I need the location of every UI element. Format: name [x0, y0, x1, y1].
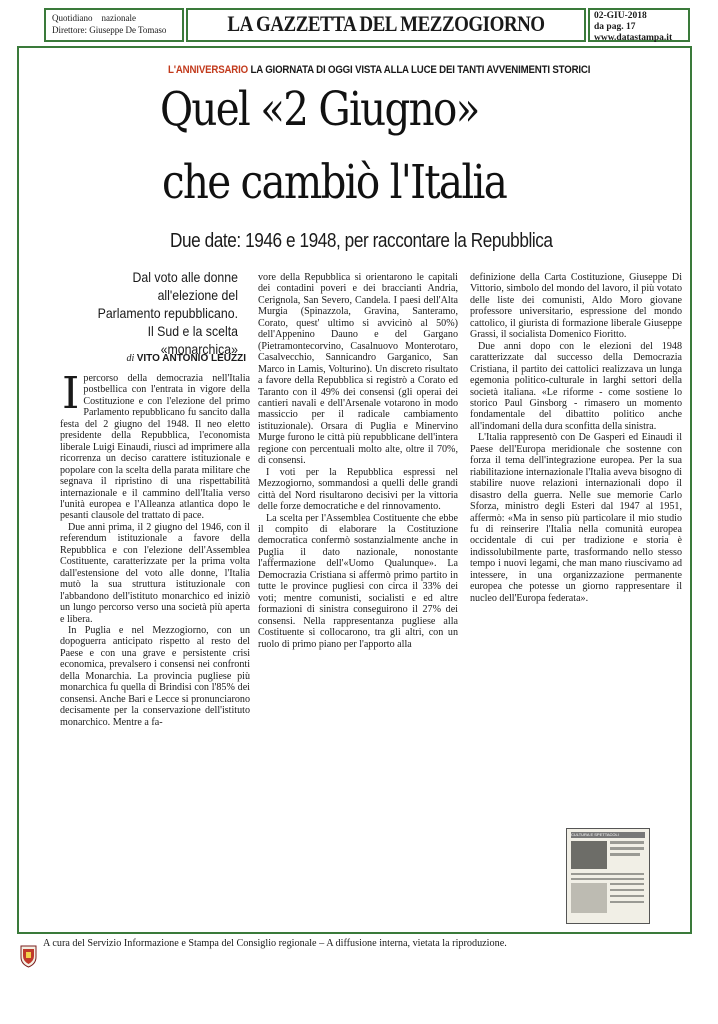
thumbnail-text-block — [610, 883, 644, 885]
paragraph: definizione della Carta Costituzione, Giuseppe Di Vittorio, simbolo del mondo del lavoro, il più votato delle liste dei comunisti, Aldo Moro giovane professore universitario, espressione del mondo cattolico, il giurista di formazione liberale Giuseppe Grassi, il socialista Domenico Fioritto. — [470, 272, 682, 341]
byline-prefix: di — [126, 353, 135, 364]
subheadline: Due date: 1946 e 1948, per raccontare la Repubblica — [170, 230, 553, 252]
paragraph: In Puglia e nel Mezzogiorno, con un dopoguerra anticipato rispetto al resto del Paese e con una grave e persistente crisi economica, prevalsero i consensi nei confronti della Monarchia. La provincia pugliese più monarchica fu quella di Brindisi con l'85% dei consensi. Anche Bari e Lecce si pronunciarono decisamente per la conservazione dell'istituto monarchico. Mentre a fa- — [60, 624, 250, 728]
article-column-2 — [258, 272, 458, 839]
thumbnail-text-block — [610, 895, 644, 897]
headline-line-1: Quel «2 Giugno» — [160, 82, 479, 137]
paragraph: vore della Repubblica si orientarono le capitali dei contadini poveri e dei braccianti Andria, Cerignola, San Severo, Candela. I paesi dell'Alta Murgia (Spinazzola, Gravina, Santeramo, Corato, quest' ultimo si avvicinò al 50%) dell'Appenino Dauno e del Gargano (Pietramontecorvino, Casalnuovo Monterotaro, Casalvecchio, Sannicandro Garganico, San Marco in Lamis, Volturino). Un discreto risultato a favore della Repubblica si registrò a Corato ed Taranto con il 49% dei consensi (gli operai dei cantieri navali e dell'Arsenale votarono in modo massiccio per il radicale cambiamento istituzionale). Orsara di Puglia e Minervino Murge furono le città più repubblicane dell'intera regione con percentuali molto alte, oltre il 70%, di consensi. — [258, 272, 458, 467]
thumbnail-text-block — [571, 873, 644, 875]
article-column-1 — [60, 373, 250, 835]
kicker-label: L'ANNIVERSARIO — [168, 64, 248, 76]
drop-cap: I — [62, 373, 80, 419]
thumbnail-text-block — [610, 889, 644, 891]
article-column-3 — [470, 272, 682, 754]
thumbnail-text-block — [571, 878, 644, 880]
byline — [60, 353, 246, 364]
deck: Dal voto alle donne all'elezione del Parlamento repubblicano. Il Sud e la scelta «monarchica» — [97, 269, 238, 357]
header-info-box — [44, 8, 184, 42]
paragraph: L'Italia rappresentò con De Gasperi ed Einaudi il Paese dell'Europa meridionale che sostenne con forza il tema dell'integrazione europea. Per la sua riabilitazione internazionale l'Italia aveva bisogno di stabilire nuove relazioni internazionali dopo il disastro della guerra. Nelle sue memorie Carlo Sforza, ministro degli Esteri dal 1947 al 1951, affermò: «Ma in senso più particolare il mio studio fu di reinserire l'Italia nella comunità europea occidentale di cui per tradizione e storia è indissolubilmente parte, trasformando nello stesso tempo i nuovi legami, che man mano riuscivamo ad intessere, in una organizzazione permanente europea che potesse un giorno rappresentare il nucleo dell'Europa federata». — [470, 432, 682, 604]
thumbnail-image — [571, 841, 607, 869]
footer — [20, 938, 680, 972]
thumbnail-text-block — [610, 841, 644, 844]
page-ref: da pag. 17 — [594, 22, 636, 32]
page-thumbnail[interactable] — [566, 828, 650, 924]
paragraph: I voti per la Repubblica espressi nel Mezzogiorno, sommandosi a quelli delle grandi città del Nord risultarono decisivi per la vittoria delle forze democratiche e del rinnovamento. — [258, 466, 458, 513]
source-url[interactable]: www.datastampa.it — [594, 33, 673, 43]
byline-author: VITO ANTONIO LEUZZI — [136, 353, 246, 364]
kicker — [168, 64, 590, 76]
thumbnail-text-block — [610, 901, 644, 903]
kicker-text: LA GIORNATA DI OGGI VISTA ALLA LUCE DEI TANTI AVVENIMENTI STORICI — [250, 64, 591, 76]
masthead-box — [186, 8, 586, 42]
region-crest-icon — [20, 944, 37, 968]
headline-line-2: che cambiò l'Italia — [162, 155, 507, 210]
thumbnail-text-block — [571, 883, 607, 913]
header-date-box — [588, 8, 690, 42]
thumbnail-header — [571, 832, 645, 838]
thumbnail-text-block — [610, 847, 644, 850]
paragraph: La scelta per l'Assemblea Costituente che ebbe il compito di elaborare la Costituzione democratica confermò sostanzialmente anche in Puglia il dato nazionale, nonostante l'affermazione dell'«Uomo Qualunque». La Democrazia Cristiana si affermò primo partito in tutte le province pugliesi con circa il 33% dei voti; mentre comunisti, socialisti e ed altre formazioni di sinistra conseguirono il 27% dei consensi. Nella rappresentanza pugliese alla Costituente si collocarono, tra gli altri, con un ruolo di primo piano per l'apporto alla — [258, 512, 458, 650]
thumbnail-section: CULTURA E SPETTACOLI — [571, 832, 619, 837]
masthead: LA GAZZETTA DEL MEZZOGIORNO — [227, 12, 545, 37]
thumbnail-text-block — [610, 853, 640, 856]
newspaper-type: Quotidiano nazionale — [52, 13, 136, 23]
paragraph: Due anni dopo con le elezioni del 1948 caratterizzate dal successo della Democrazia Cristiana, il partito dei cattolici realizzava un lunga egemonia politico-culturale in larghi settori della società italiana. «Le riforme - come sostiene lo storico Paul Ginsborg - rimasero un momento fondamentale del dibattito politico anche all'indomani della dura sconfitta della sinistra. — [470, 340, 682, 432]
director-line: Direttore: Giuseppe De Tomaso — [52, 25, 167, 35]
paragraph: Due anni prima, il 2 giugno del 1946, con il referendum istituzionale a favore della Repubblica e con l'elezione dell'Assemblea Costituente, caratterizzate per la prima volta dall'estensione del voto alle donne, l'Italia mutò la sua struttura istituzionale con l'abbandono dell'istituto monarchico ed iniziò un lungo percorso verso una società più aperta e libera. — [60, 521, 250, 625]
issue-date: 02-GIU-2018 — [594, 11, 647, 21]
footer-note: A cura del Servizio Informazione e Stampa del Consiglio regionale – A diffusione interna, vietata la riproduzione. — [43, 938, 507, 949]
paragraph: percorso della democrazia nell'Italia postbellica con l'entrata in vigore della Costituzione e con l'elezione del primo Parlamento repubblicano fu sancito dalla festa del 2 giugno del 1948. Il neo eletto presidente della Repubblica, l'economista liberale Luigi Einaudi, riuscì ad imprimere alla ricorrenza un deciso carattere istituzionale e popolare con la scelta della parata militare che segnava il ripristino di una rispettabilità internazionale e il cammino dell'Italia verso l'unità europea e l'Alleanza atlantica dopo le pesanti clausole del trattato di pace. — [60, 373, 250, 522]
